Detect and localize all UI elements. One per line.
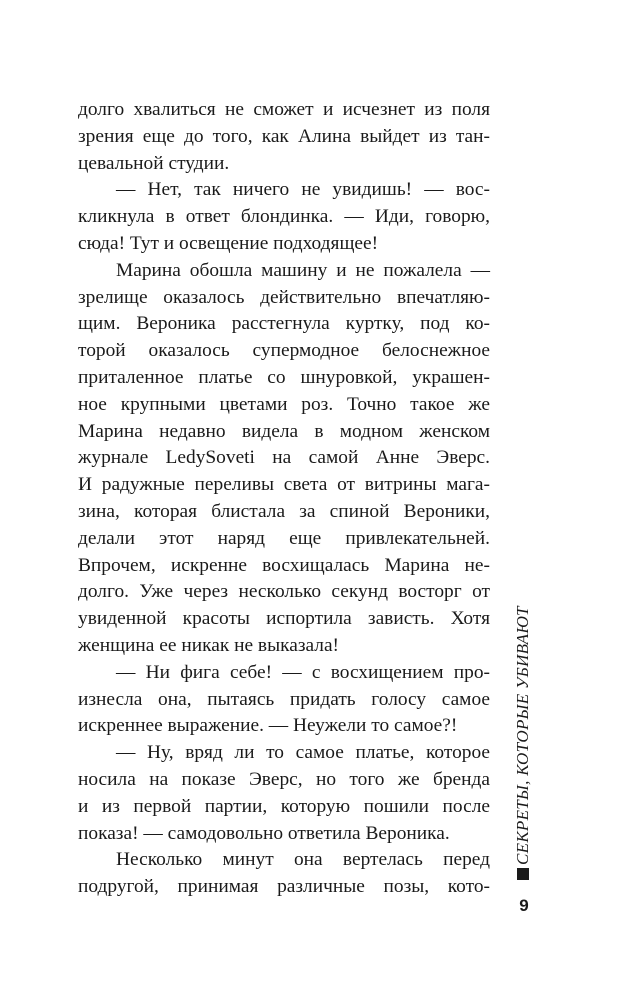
text-line: Марина недавно видела в модном женском	[78, 420, 490, 442]
text-line: Несколько минут она вертелась перед	[116, 849, 490, 871]
text-line: сюда! Тут и освещение подходящее!	[78, 232, 379, 254]
text-line: — Ни фига себе! — с восхищением про-	[116, 661, 490, 683]
text-line: цевальной студии.	[78, 152, 230, 174]
text-line: изнесла она, пытаясь придать голосу самое	[78, 688, 490, 710]
text-line: — Ну, вряд ли то самое платье, которое	[116, 742, 490, 764]
text-line: зина, которая блистала за спиной Вероники,	[78, 500, 490, 522]
running-head	[512, 565, 534, 865]
text-line: подругой, принимая различные позы, кото-	[78, 876, 490, 898]
page-number: 9	[519, 896, 529, 915]
text-line: Марина обошла машину и не пожалела —	[116, 259, 490, 281]
text-line: долго хвалиться не сможет и исчезнет из поля	[78, 99, 490, 120]
text-line: щим. Вероника расстегнула куртку, под ко-	[78, 313, 490, 335]
text-line: зрения еще до того, как Алина выйдет из тан-	[78, 125, 490, 147]
text-line: увиденной красоты испортила зависть. Хотя	[78, 608, 490, 630]
text-line: искреннее выражение. — Неужели то самое?!	[78, 715, 458, 737]
text-line: журнале LedySoveti на самой Анне Эверс.	[78, 447, 490, 469]
text-line: делали этот наряд еще привлекательней.	[78, 527, 490, 549]
text-line: приталенное платье со шнуровкой, украшен-	[78, 366, 490, 388]
text-line: женщина ее никак не выказала!	[78, 634, 340, 656]
body-text	[78, 97, 490, 901]
text-line: показа! — самодовольно ответила Вероника.	[78, 822, 450, 844]
text-line: И радужные переливы света от витрины мага-	[78, 474, 490, 496]
text-line: кликнула в ответ блондинка. — Иди, говорю,	[78, 206, 490, 228]
text-line: ное крупными цветами роз. Точно такое же	[78, 393, 490, 415]
text-line: торой оказалось супермодное белоснежное	[78, 340, 490, 362]
text-line: — Нет, так ничего не увидишь! — вос-	[116, 179, 490, 201]
text-line: Впрочем, искренне восхищалась Марина не-	[78, 554, 490, 576]
text-line: носила на показе Эверс, но того же бренда	[78, 768, 490, 790]
text-line: зрелище оказалось действительно впечатляю-	[78, 286, 490, 308]
running-head-text: СЕКРЕТЫ, КОТОРЫЕ УБИВАЮТ	[513, 606, 532, 865]
square-marker-icon	[517, 868, 529, 880]
text-line: долго. Уже через несколько секунд восторг от	[78, 581, 490, 603]
text-line: и из первой партии, которую пошили после	[78, 795, 490, 817]
